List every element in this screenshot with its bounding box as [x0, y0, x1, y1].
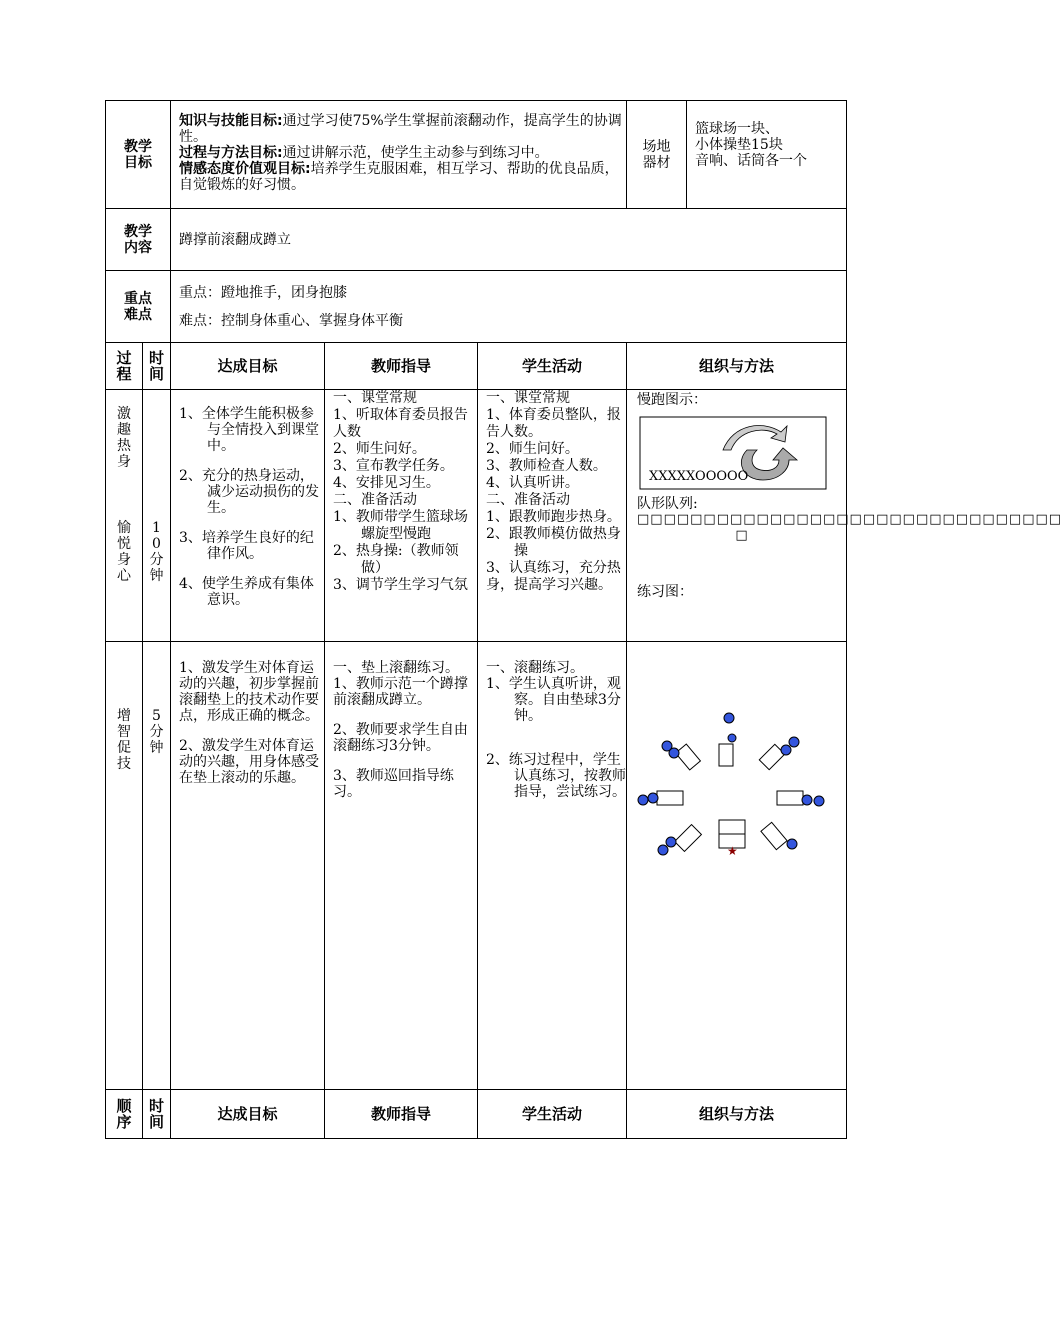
keypoint-key: 重点：蹬地推手，团身抱膝 — [179, 284, 347, 301]
formation-label: 队形队列: — [637, 496, 698, 512]
warmup-student-8: 2、跟教师模仿做热身操 — [486, 526, 621, 559]
mat-top-left — [676, 744, 701, 770]
warmup-method — [627, 390, 1062, 642]
skill-stage: 增 智 促 技 — [106, 642, 143, 1090]
skill-goals — [171, 642, 325, 1090]
student-bl-2 — [666, 837, 676, 847]
jog-diagram — [639, 416, 829, 490]
header-method: 组织与方法 — [627, 343, 847, 390]
skill-goal-2: 2、激发学生对体育运动的兴趣，用身体感受在垫上滚动的乐趣。 — [179, 738, 319, 786]
student-tr-2 — [781, 745, 791, 755]
mat-right — [777, 791, 803, 805]
warmup-goals — [171, 390, 325, 642]
warmup-stage — [106, 390, 143, 642]
content-label: 教学 内容 — [106, 209, 171, 271]
knowledge-title: 知识与技能目标: — [179, 113, 283, 129]
warmup-goal-3: 3、培养学生良好的纪律作风。 — [179, 530, 314, 562]
mat-bottom-right — [761, 822, 787, 849]
process-title: 过程与方法目标: — [179, 145, 283, 161]
warmup-teacher-2: 1、听取体育委员报告人数 — [333, 407, 468, 440]
warmup-teacher-1: 一、课堂常规 — [333, 390, 417, 406]
warmup-goal-1: 1、全体学生能积极参与全情投入到课堂中。 — [179, 406, 319, 454]
header2-method: 组织与方法 — [627, 1090, 847, 1139]
skill-student-1: 一、滚翻练习。 — [486, 660, 584, 676]
mat-top — [719, 744, 733, 766]
skill-method — [627, 642, 847, 1090]
keypoints-cell — [171, 271, 847, 343]
goals-cell — [171, 101, 627, 209]
formation-placeholder: □□□□□□□□□□□□□□□□□□□□□□□□□□□□□□□□ — [637, 512, 1062, 527]
warmup-student-7: 1、跟教师跑步热身。 — [486, 509, 621, 525]
header2-goal: 达成目标 — [171, 1090, 325, 1139]
student-tl-2 — [669, 748, 679, 758]
warmup-teacher-9: 3、调节学生学习气氛 — [333, 577, 468, 593]
jog-diagram-text: XXXXXOOOOO — [649, 469, 749, 484]
skill-teacher-1: 一、垫上滚翻练习。 — [333, 660, 459, 676]
goals-label: 教学 目标 — [106, 101, 171, 209]
content-text: 蹲撑前滚翻成蹲立 — [171, 209, 847, 271]
student-l-1 — [638, 795, 648, 805]
practice-diagram — [627, 708, 845, 868]
student-r-2 — [814, 796, 824, 806]
warmup-student-2: 1、体育委员整队，报告人数。 — [486, 407, 621, 440]
warmup-student-9: 3、认真练习，充分热身，提高学习兴趣。 — [486, 560, 621, 593]
warmup-teacher-6: 二、准备活动 — [333, 492, 417, 508]
mat-bottom-a — [719, 820, 745, 834]
skill-student-3: 2、练习过程中，学生认真练习，按教师指导，尝试练习。 — [486, 752, 626, 800]
skill-teacher-2: 1、教师示范一个蹲撑前滚翻成蹲立。 — [333, 676, 468, 708]
practice-diagram-label: 练习图： — [637, 584, 694, 600]
skill-goal-1: 1、激发学生对体育运动的兴趣，初步掌握前滚翻垫上的技术动作要点，形成正确的概念。 — [179, 660, 319, 724]
teacher-star-icon: ★ — [727, 844, 738, 858]
warmup-student-1: 一、课堂常规 — [486, 390, 570, 406]
warmup-stage1: 激 趣 热 身 — [117, 406, 131, 470]
warmup-teacher-8: 2、热身操:（教师领做） — [333, 543, 459, 576]
header-process: 过 程 — [106, 343, 143, 390]
header-goal: 达成目标 — [171, 343, 325, 390]
header-teacher: 教师指导 — [325, 343, 478, 390]
student-r-1 — [802, 795, 812, 805]
knowledge-text: 通过学习使75%学生掌握前滚翻动作，提高学生的协调性。 — [179, 113, 622, 145]
skill-teacher-4: 3、教师巡回指导练习。 — [333, 768, 454, 800]
student-br-1 — [787, 839, 797, 849]
warmup-time: 1 0 分 钟 — [143, 390, 171, 642]
skill-student-2: 1、学生认真听讲，观察。自由垫球3分钟。 — [486, 676, 621, 724]
warmup-student-6: 二、准备活动 — [486, 492, 570, 508]
warmup-teacher-3: 2、师生问好。 — [333, 441, 426, 457]
warmup-goal-2: 2、充分的热身运动，减少运动损伤的发生。 — [179, 468, 319, 516]
emotion-text: 培养学生克服困难，相互学习、帮助的优良品质，自觉锻炼的好习惯。 — [179, 161, 619, 193]
process-text: 通过讲解示范，使学生主动参与到练习中。 — [282, 145, 549, 161]
jog-diagram-label: 慢跑图示： — [637, 392, 708, 408]
lesson-plan-table — [105, 100, 1062, 1139]
header2-process: 顺 序 — [106, 1090, 143, 1139]
warmup-teacher-4: 3、宣布教学任务。 — [333, 458, 454, 474]
warmup-stage2: 愉 悦 身 心 — [117, 520, 131, 584]
warmup-student-3: 2、师生问好。 — [486, 441, 579, 457]
keypoint-difficulty: 难点：控制身体重心、掌握身体平衡 — [179, 312, 403, 329]
student-top-1 — [724, 713, 734, 723]
mat-left — [657, 791, 683, 805]
keypoints-label: 重点 难点 — [106, 271, 171, 343]
student-bl-1 — [658, 845, 668, 855]
mat-bottom-left — [675, 825, 702, 852]
formation-placeholder-2: □ — [735, 528, 748, 543]
venue-label: 场地 器材 — [627, 101, 687, 209]
header2-student: 学生活动 — [478, 1090, 627, 1139]
header2-teacher: 教师指导 — [325, 1090, 478, 1139]
header2-time: 时 间 — [143, 1090, 171, 1139]
skill-student — [478, 642, 627, 1090]
warmup-teacher — [325, 390, 478, 642]
header-time: 时 间 — [143, 343, 171, 390]
student-top-2 — [728, 734, 736, 742]
warmup-goal-4: 4、使学生养成有集体意识。 — [179, 576, 314, 608]
skill-teacher-3: 2、教师要求学生自由滚翻练习3分钟。 — [333, 722, 468, 754]
header-student: 学生活动 — [478, 343, 627, 390]
warmup-teacher-7: 1、教师带学生篮球场螺旋型慢跑 — [333, 509, 468, 542]
student-l-2 — [648, 793, 658, 803]
warmup-student — [478, 390, 627, 642]
skill-time: 5 分 钟 — [143, 642, 171, 1090]
skill-teacher — [325, 642, 478, 1090]
warmup-student-4: 3、教师检查人数。 — [486, 458, 607, 474]
venue-text: 篮球场一块、 小体操垫15块 音响、话筒各一个 — [687, 101, 847, 209]
emotion-title: 情感态度价值观目标: — [179, 161, 311, 177]
student-tr-1 — [789, 737, 799, 747]
warmup-student-5: 4、认真听讲。 — [486, 475, 579, 491]
warmup-teacher-5: 4、安排见习生。 — [333, 475, 440, 491]
